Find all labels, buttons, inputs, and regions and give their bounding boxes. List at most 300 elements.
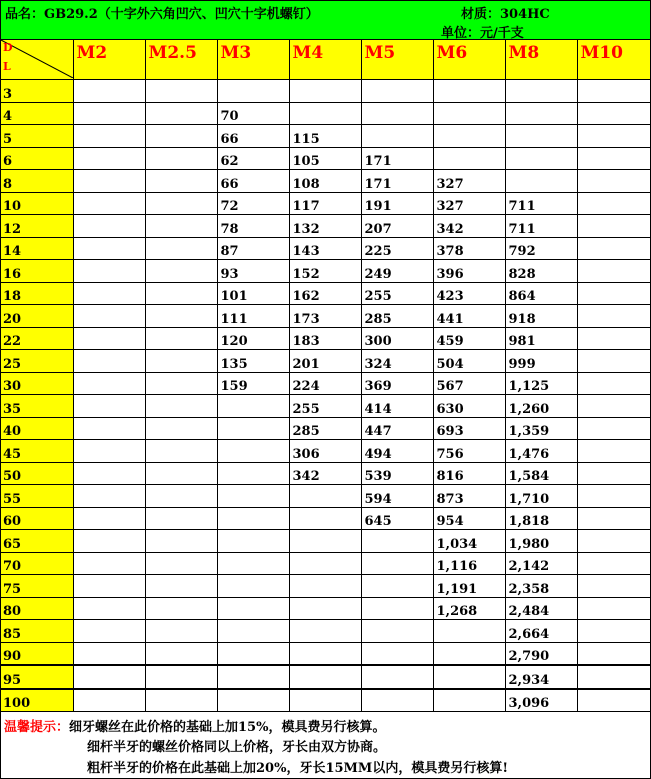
price-cell: 447 (361, 417, 433, 440)
price-cell: 423 (433, 282, 505, 305)
table-row (1, 80, 650, 103)
length-cell: 16 (1, 260, 73, 283)
table-row (1, 102, 650, 125)
price-cell (577, 620, 650, 643)
price-cell (577, 440, 650, 463)
price-cell (217, 462, 289, 485)
table-row (1, 575, 650, 598)
price-cell: 594 (361, 485, 433, 508)
length-cell: 95 (1, 665, 73, 689)
price-cell: 693 (433, 417, 505, 440)
table-row (1, 417, 650, 440)
price-cell (145, 597, 217, 620)
price-cell (289, 552, 361, 575)
price-cell (73, 260, 145, 283)
price-cell (145, 80, 217, 103)
table-row (1, 170, 650, 193)
price-cell (145, 215, 217, 238)
price-cell: 864 (505, 282, 577, 305)
price-cell: 816 (433, 462, 505, 485)
price-cell (577, 417, 650, 440)
price-cell (145, 102, 217, 125)
column-header: M4 (289, 40, 361, 80)
price-cell (73, 642, 145, 665)
tip-label: 温馨提示： (4, 720, 70, 735)
price-cell: 2,358 (505, 575, 577, 598)
price-cell (289, 689, 361, 712)
price-cell: 72 (217, 192, 289, 215)
price-cell: 630 (433, 395, 505, 418)
price-cell: 135 (217, 350, 289, 373)
price-table (1, 40, 650, 712)
price-cell (577, 305, 650, 328)
length-cell: 25 (1, 350, 73, 373)
length-cell: 3 (1, 80, 73, 103)
length-cell: 6 (1, 147, 73, 170)
price-cell: 459 (433, 327, 505, 350)
table-row (1, 689, 650, 712)
price-cell (73, 147, 145, 170)
price-cell (433, 642, 505, 665)
price-cell (217, 620, 289, 643)
price-cell (73, 417, 145, 440)
price-cell: 132 (289, 215, 361, 238)
price-cell: 1,476 (505, 440, 577, 463)
price-cell (577, 689, 650, 712)
note-thick-shank: 粗杆半牙的价格在此基础上加20%，牙长15MM以内，模具费另行核算! (87, 761, 509, 776)
length-cell: 85 (1, 620, 73, 643)
price-cell: 101 (217, 282, 289, 305)
price-cell (73, 170, 145, 193)
price-cell: 183 (289, 327, 361, 350)
price-cell (361, 597, 433, 620)
price-cell: 2,484 (505, 597, 577, 620)
note-fine-thread: 细牙螺丝在此价格的基础上加15%，模具费另行核算。 (69, 720, 386, 735)
price-cell (145, 575, 217, 598)
column-header: M5 (361, 40, 433, 80)
price-cell (73, 552, 145, 575)
price-cell: 1,710 (505, 485, 577, 508)
price-cell: 756 (433, 440, 505, 463)
length-label: L (3, 60, 11, 73)
price-cell: 324 (361, 350, 433, 373)
price-cell: 981 (505, 327, 577, 350)
price-cell (577, 282, 650, 305)
price-cell (145, 665, 217, 689)
length-cell: 4 (1, 102, 73, 125)
price-cell (145, 485, 217, 508)
price-cell: 162 (289, 282, 361, 305)
price-cell (289, 530, 361, 553)
price-cell: 441 (433, 305, 505, 328)
price-cell (289, 80, 361, 103)
table-row (1, 260, 650, 283)
price-cell: 225 (361, 237, 433, 260)
price-cell: 1,584 (505, 462, 577, 485)
length-cell: 50 (1, 462, 73, 485)
price-cell: 369 (361, 372, 433, 395)
price-cell (73, 597, 145, 620)
price-cell (145, 507, 217, 530)
price-cell: 1,034 (433, 530, 505, 553)
price-cell (577, 192, 650, 215)
price-cell (145, 552, 217, 575)
price-cell (361, 689, 433, 712)
price-cell: 66 (217, 170, 289, 193)
price-cell: 191 (361, 192, 433, 215)
price-cell (217, 575, 289, 598)
price-cell (73, 237, 145, 260)
table-row (1, 282, 650, 305)
price-cell (145, 689, 217, 712)
price-cell: 87 (217, 237, 289, 260)
price-cell (217, 417, 289, 440)
price-cell (73, 350, 145, 373)
length-cell: 65 (1, 530, 73, 553)
price-cell (577, 102, 650, 125)
price-cell (577, 80, 650, 103)
price-cell: 1,116 (433, 552, 505, 575)
price-cell: 66 (217, 125, 289, 148)
price-cell: 1,980 (505, 530, 577, 553)
unit-label: 单位：元/千支 (441, 26, 524, 41)
table-row (1, 620, 650, 643)
length-cell: 35 (1, 395, 73, 418)
price-cell (289, 102, 361, 125)
price-cell (217, 689, 289, 712)
table-row (1, 552, 650, 575)
length-cell: 45 (1, 440, 73, 463)
price-cell (217, 642, 289, 665)
price-cell (217, 665, 289, 689)
price-cell (577, 170, 650, 193)
price-cell: 327 (433, 192, 505, 215)
price-cell: 171 (361, 147, 433, 170)
price-cell: 62 (217, 147, 289, 170)
price-cell (217, 597, 289, 620)
price-cell (577, 552, 650, 575)
price-cell (73, 80, 145, 103)
price-cell: 342 (433, 215, 505, 238)
price-cell (361, 80, 433, 103)
price-cell: 3,096 (505, 689, 577, 712)
price-cell: 539 (361, 462, 433, 485)
price-cell (361, 620, 433, 643)
price-cell (73, 372, 145, 395)
price-cell (73, 665, 145, 689)
price-cell (145, 395, 217, 418)
price-cell (289, 620, 361, 643)
length-cell: 60 (1, 507, 73, 530)
price-cell: 1,260 (505, 395, 577, 418)
price-cell (73, 305, 145, 328)
table-row (1, 237, 650, 260)
price-cell: 1,818 (505, 507, 577, 530)
price-cell (73, 282, 145, 305)
material-label: 材质：304HC (461, 7, 550, 22)
table-row (1, 462, 650, 485)
price-cell (577, 237, 650, 260)
price-cell (577, 665, 650, 689)
price-cell (577, 125, 650, 148)
price-cell (577, 350, 650, 373)
price-cell (145, 350, 217, 373)
price-cell: 115 (289, 125, 361, 148)
price-cell (145, 147, 217, 170)
length-cell: 22 (1, 327, 73, 350)
price-cell: 2,790 (505, 642, 577, 665)
price-cell (73, 102, 145, 125)
price-cell (577, 485, 650, 508)
price-cell (217, 395, 289, 418)
price-cell: 285 (289, 417, 361, 440)
price-cell (73, 507, 145, 530)
note-thin-shank: 细杆半牙的螺丝价格同以上价格，牙长由双方协商。 (87, 740, 387, 755)
price-cell (361, 575, 433, 598)
price-cell (73, 620, 145, 643)
length-cell: 40 (1, 417, 73, 440)
table-row (1, 395, 650, 418)
table-row (1, 305, 650, 328)
column-header: M2.5 (145, 40, 217, 80)
price-cell: 171 (361, 170, 433, 193)
price-cell: 70 (217, 102, 289, 125)
price-cell (577, 372, 650, 395)
length-cell: 70 (1, 552, 73, 575)
price-cell (433, 665, 505, 689)
price-cell: 2,934 (505, 665, 577, 689)
price-cell (577, 642, 650, 665)
price-cell: 143 (289, 237, 361, 260)
length-cell: 80 (1, 597, 73, 620)
price-cell: 159 (217, 372, 289, 395)
footer-line-1 (4, 716, 385, 735)
price-cell: 2,664 (505, 620, 577, 643)
price-cell (433, 80, 505, 103)
price-cell (73, 689, 145, 712)
price-cell: 414 (361, 395, 433, 418)
price-cell (505, 102, 577, 125)
price-cell: 1,191 (433, 575, 505, 598)
table-row (1, 530, 650, 553)
price-cell (73, 192, 145, 215)
price-cell: 1,268 (433, 597, 505, 620)
price-cell (361, 665, 433, 689)
column-header: M3 (217, 40, 289, 80)
price-cell (73, 575, 145, 598)
price-cell (577, 575, 650, 598)
price-cell (217, 552, 289, 575)
price-cell: 999 (505, 350, 577, 373)
price-cell: 201 (289, 350, 361, 373)
price-cell: 1,359 (505, 417, 577, 440)
table-row (1, 125, 650, 148)
length-cell: 90 (1, 642, 73, 665)
price-cell (145, 305, 217, 328)
table-row (1, 192, 650, 215)
price-cell: 108 (289, 170, 361, 193)
length-cell: 30 (1, 372, 73, 395)
price-cell (145, 462, 217, 485)
price-cell (217, 80, 289, 103)
length-cell: 55 (1, 485, 73, 508)
price-cell (577, 327, 650, 350)
price-cell: 249 (361, 260, 433, 283)
price-cell (73, 215, 145, 238)
price-cell (433, 102, 505, 125)
price-cell: 1,125 (505, 372, 577, 395)
price-cell (73, 530, 145, 553)
price-cell (145, 620, 217, 643)
table-row (1, 485, 650, 508)
footer-notes (1, 712, 650, 778)
price-cell: 327 (433, 170, 505, 193)
price-cell (145, 530, 217, 553)
price-cell: 954 (433, 507, 505, 530)
price-cell (73, 327, 145, 350)
price-cell: 342 (289, 462, 361, 485)
table-row (1, 597, 650, 620)
price-cell (577, 530, 650, 553)
price-cell: 567 (433, 372, 505, 395)
price-cell (73, 462, 145, 485)
price-cell (217, 530, 289, 553)
table-row (1, 372, 650, 395)
price-cell: 152 (289, 260, 361, 283)
table-row (1, 327, 650, 350)
table-row (1, 215, 650, 238)
price-cell: 255 (361, 282, 433, 305)
price-cell (577, 215, 650, 238)
price-cell: 792 (505, 237, 577, 260)
corner-cell (1, 40, 73, 80)
price-cell: 111 (217, 305, 289, 328)
price-cell: 2,142 (505, 552, 577, 575)
price-cell (433, 689, 505, 712)
price-cell: 120 (217, 327, 289, 350)
price-cell (145, 327, 217, 350)
price-cell (217, 507, 289, 530)
price-cell (145, 417, 217, 440)
table-row (1, 665, 650, 689)
price-cell: 93 (217, 260, 289, 283)
price-cell: 224 (289, 372, 361, 395)
price-cell (73, 395, 145, 418)
price-cell (361, 125, 433, 148)
price-cell (361, 642, 433, 665)
price-cell: 494 (361, 440, 433, 463)
price-cell: 711 (505, 215, 577, 238)
price-cell: 105 (289, 147, 361, 170)
table-row (1, 642, 650, 665)
table-header-row (1, 40, 650, 80)
table-row (1, 350, 650, 373)
price-cell (145, 260, 217, 283)
table-row (1, 507, 650, 530)
column-header: M6 (433, 40, 505, 80)
price-cell (145, 237, 217, 260)
length-cell: 12 (1, 215, 73, 238)
price-cell: 255 (289, 395, 361, 418)
price-cell: 207 (361, 215, 433, 238)
price-cell (289, 485, 361, 508)
product-name: 品名：GB29.2（十字外六角凹穴、凹穴十字机螺钉） (5, 7, 319, 22)
price-cell (577, 462, 650, 485)
price-cell (145, 372, 217, 395)
price-cell (433, 125, 505, 148)
length-cell: 18 (1, 282, 73, 305)
length-cell: 20 (1, 305, 73, 328)
price-cell (289, 597, 361, 620)
price-cell (289, 575, 361, 598)
length-cell: 8 (1, 170, 73, 193)
price-cell (505, 170, 577, 193)
price-cell (577, 597, 650, 620)
table-row (1, 147, 650, 170)
price-cell: 306 (289, 440, 361, 463)
price-cell (217, 485, 289, 508)
price-cell (361, 530, 433, 553)
price-cell (73, 125, 145, 148)
price-cell (289, 642, 361, 665)
price-cell: 173 (289, 305, 361, 328)
price-cell (289, 507, 361, 530)
price-cell (577, 507, 650, 530)
price-cell: 300 (361, 327, 433, 350)
price-cell (505, 125, 577, 148)
price-cell: 645 (361, 507, 433, 530)
length-cell: 14 (1, 237, 73, 260)
price-cell (505, 80, 577, 103)
price-cell (577, 395, 650, 418)
price-cell (361, 102, 433, 125)
price-cell (73, 485, 145, 508)
price-cell (145, 440, 217, 463)
price-cell (361, 552, 433, 575)
price-cell (145, 642, 217, 665)
price-cell (145, 282, 217, 305)
price-cell: 873 (433, 485, 505, 508)
price-cell (577, 260, 650, 283)
price-cell (217, 440, 289, 463)
price-cell (577, 147, 650, 170)
price-cell (145, 192, 217, 215)
header-bar (1, 1, 650, 40)
price-cell (145, 125, 217, 148)
price-cell: 285 (361, 305, 433, 328)
price-cell (73, 440, 145, 463)
price-cell (289, 665, 361, 689)
table-row (1, 440, 650, 463)
price-cell (505, 147, 577, 170)
price-cell: 396 (433, 260, 505, 283)
price-cell: 711 (505, 192, 577, 215)
price-cell: 117 (289, 192, 361, 215)
price-cell: 918 (505, 305, 577, 328)
length-cell: 100 (1, 689, 73, 712)
price-cell (145, 170, 217, 193)
column-header: M8 (505, 40, 577, 80)
price-cell (433, 620, 505, 643)
price-cell (433, 147, 505, 170)
price-cell: 504 (433, 350, 505, 373)
length-cell: 10 (1, 192, 73, 215)
column-header: M2 (73, 40, 145, 80)
length-cell: 75 (1, 575, 73, 598)
price-cell: 828 (505, 260, 577, 283)
price-cell: 78 (217, 215, 289, 238)
price-cell: 378 (433, 237, 505, 260)
